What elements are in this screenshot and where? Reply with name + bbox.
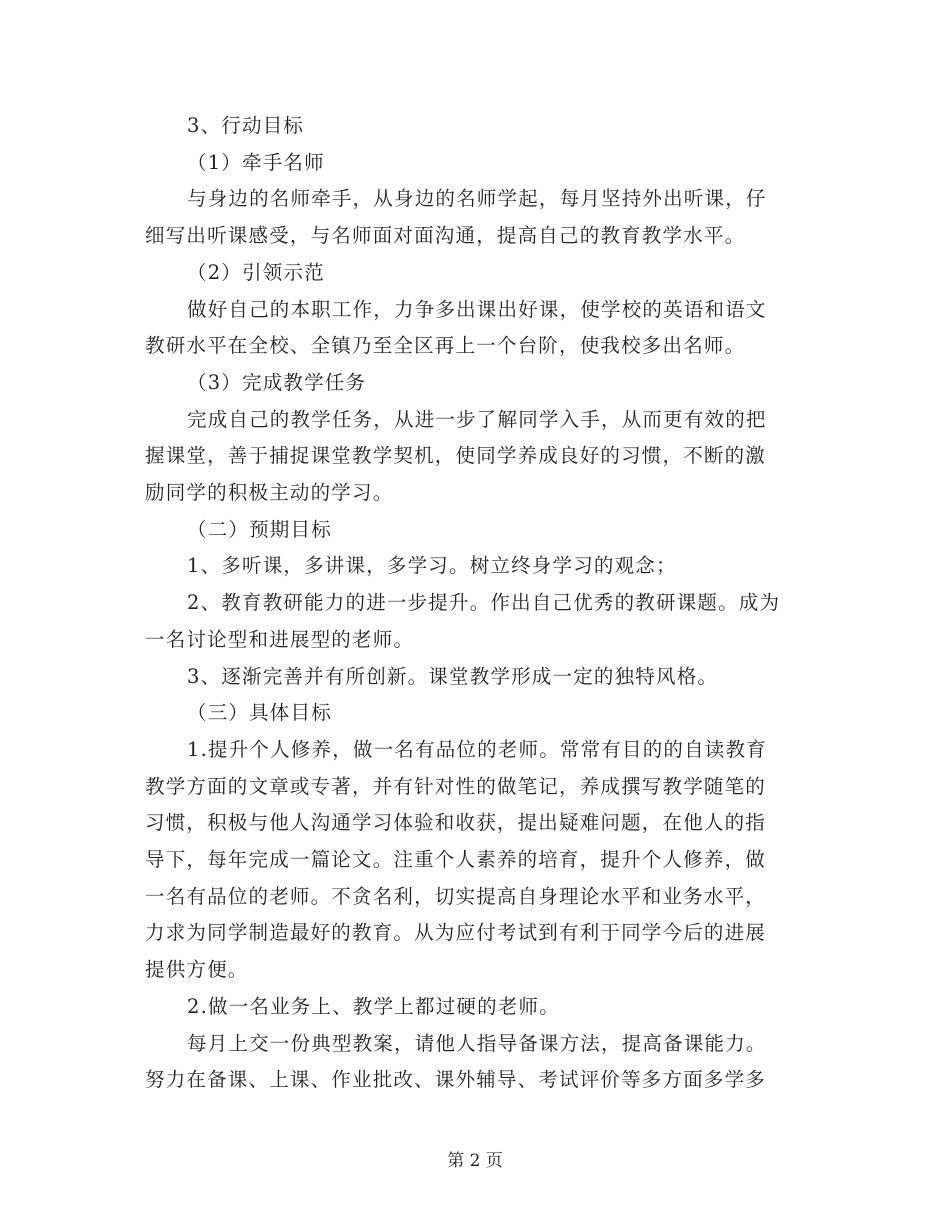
text-line: 3、逐渐完善并有所创新。课堂教学形成一定的独特风格。 [187, 664, 719, 688]
text-line: （二）预期目标 [187, 517, 332, 541]
text-line: （3）完成教学任务 [187, 370, 367, 394]
text-line: 力求为同学制造最好的教育。从为应付考试到有利于同学今后的进展 [145, 921, 767, 945]
text-line: 导下，每年完成一篇论文。注重个人素养的培育，提升个人修养，做 [145, 848, 767, 872]
text-line: （三）具体目标 [187, 701, 332, 725]
text-line: 一名有品位的老师。不贪名利，切实提高自身理论水平和业务水平， [145, 884, 767, 908]
text-line: 每月上交一份典型教案，请他人指导备课方法，提高备课能力。 [187, 1031, 767, 1055]
text-line: 习惯，积极与他人沟通学习体验和收获，提出疑难问题，在他人的指 [145, 811, 767, 835]
text-line: 完成自己的教学任务，从进一步了解同学入手，从而更有效的把 [187, 407, 767, 431]
text-line: 与身边的名师牵手，从身边的名师学起，每月坚持外出听课，仔 [187, 187, 767, 211]
text-line: 3、行动目标 [187, 114, 305, 137]
text-line: 教研水平在全校、全镇乃至全区再上一个台阶，使我校多出名师。 [145, 334, 746, 358]
text-line: 2、教育教研能力的进一步提升。作出自己优秀的教研课题。成为 [187, 591, 781, 615]
text-line: 做好自己的本职工作，力争多出课出好课，使学校的英语和语文 [187, 297, 767, 321]
text-line: （1）牵手名师 [187, 150, 325, 174]
text-line: 一名讨论型和进展型的老师。 [145, 627, 415, 651]
text-line: 2.做一名业务上、教学上都过硬的老师。 [187, 994, 560, 1018]
document-body [145, 108, 805, 1099]
text-line: 提供方便。 [145, 958, 249, 982]
text-line: 握课堂，善于捕捉课堂教学契机，使同学养成良好的习惯，不断的激 [145, 444, 767, 468]
text-line: 细写出听课感受，与名师面对面沟通，提高自己的教育教学水平。 [145, 224, 746, 248]
text-line: 1.提升个人修养，做一名有品位的老师。常常有目的的自读教育 [187, 737, 767, 761]
text-line: 励同学的积极主动的学习。 [145, 481, 394, 505]
text-line: （2）引领示范 [187, 260, 325, 284]
text-line: 努力在备课、上课、作业批改、课外辅导、考试评价等多方面多学多 [145, 1068, 767, 1092]
text-line: 教学方面的文章或专著，并有针对性的做笔记，养成撰写教学随笔的 [145, 774, 767, 798]
page-number: 第 2 页 [447, 1151, 503, 1171]
text-line: 1、多听课，多讲课，多学习。树立终身学习的观念； [187, 554, 677, 578]
